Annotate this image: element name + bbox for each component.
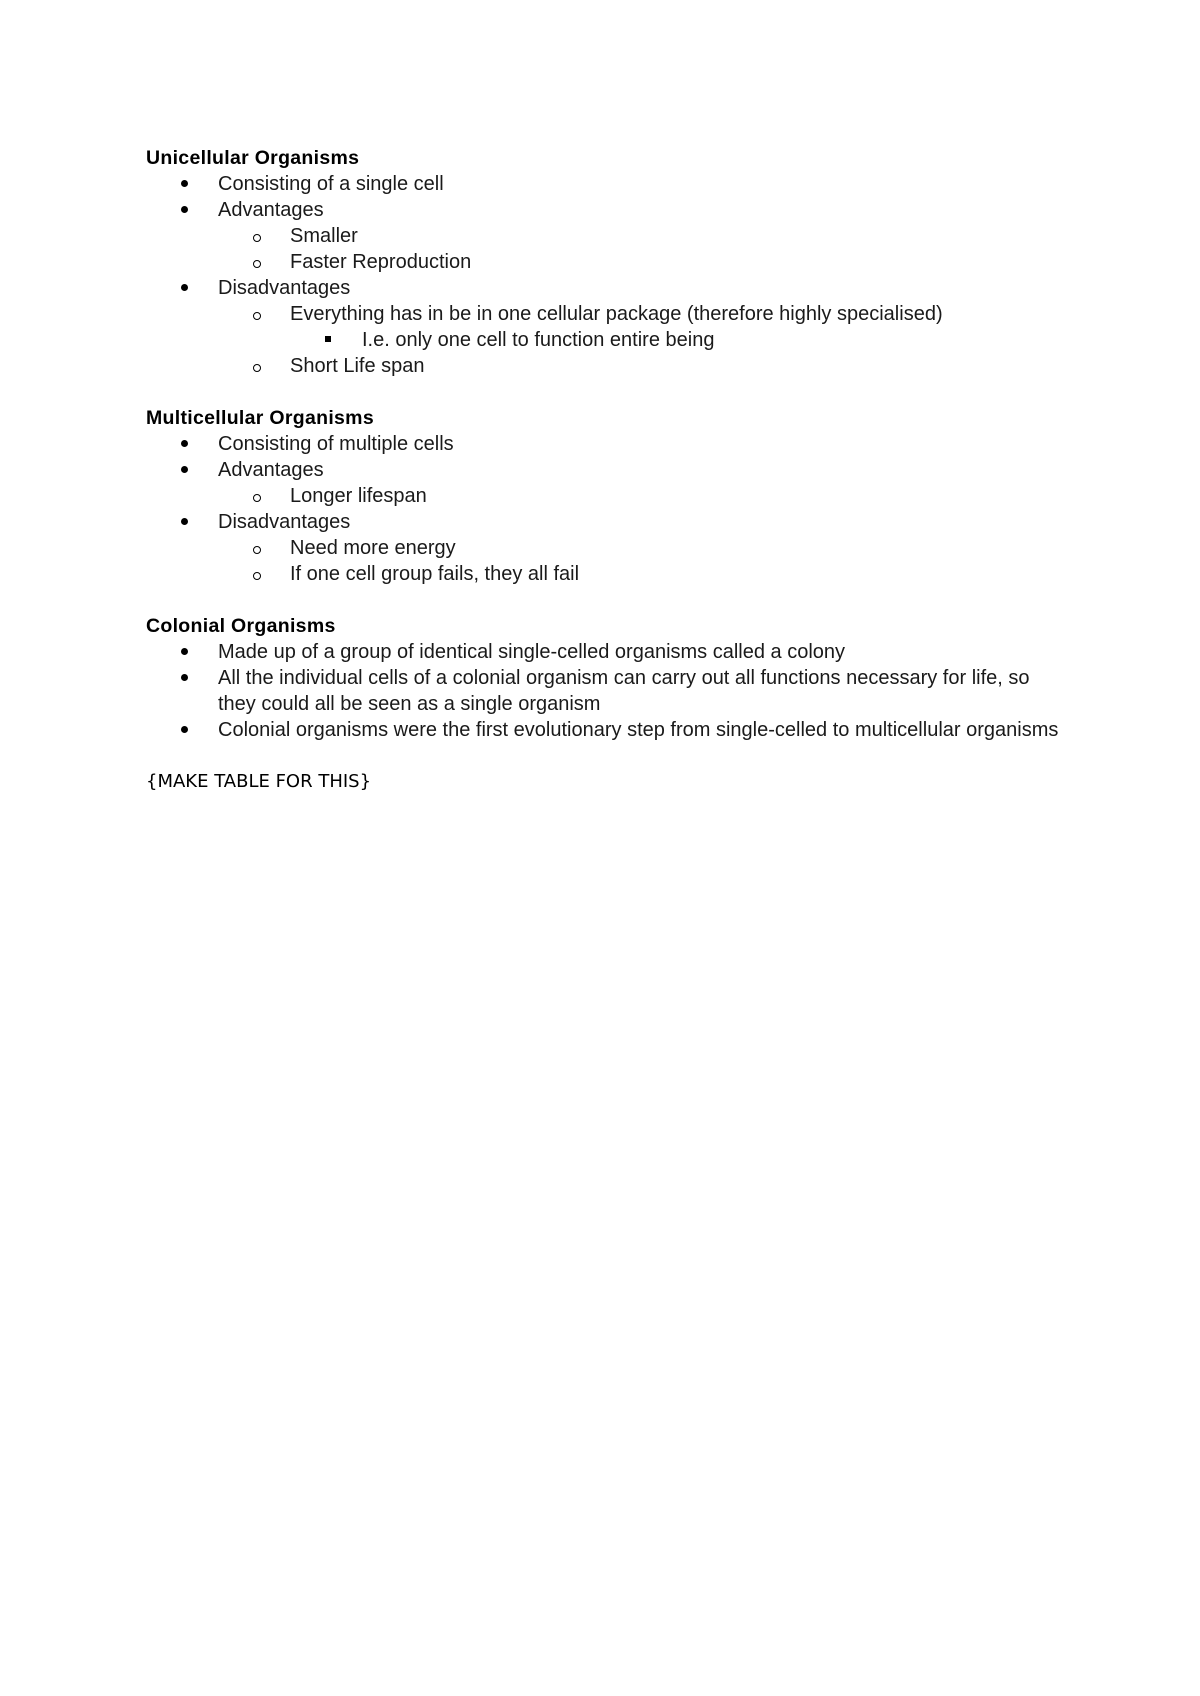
list-item — [146, 197, 1066, 275]
sub-list-item-text: If one cell group fails, they all fail — [290, 563, 580, 585]
sub-list — [218, 535, 1066, 587]
sub-list — [218, 301, 1066, 379]
sub-list-item-text: Longer lifespan — [290, 485, 427, 507]
circle-bullet-icon — [253, 301, 265, 327]
section-heading: Multicellular Organisms — [146, 407, 374, 429]
list-item-text: Consisting of multiple cells — [218, 433, 454, 455]
sub-list — [218, 483, 1066, 509]
list-item — [146, 431, 1066, 457]
bullet-list — [146, 639, 1066, 743]
bullet-icon — [181, 665, 191, 691]
sub-list-item-text: Short Life span — [290, 355, 425, 377]
document-body — [146, 145, 1066, 795]
list-item-text: Colonial organisms were the first evolutionary step from single-celled to multicellular organisms — [218, 719, 1059, 741]
list-item — [146, 457, 1066, 509]
section-colonial — [146, 613, 1066, 743]
sub-list-item-text: Need more energy — [290, 537, 456, 559]
list-item — [146, 717, 1066, 743]
circle-bullet-icon — [253, 483, 265, 509]
list-item-text: All the individual cells of a colonial organism can carry out all functions necessary for life, so they could all be seen as a single organism — [218, 667, 1030, 715]
sub-list-item — [218, 561, 1066, 587]
sub-list-item-text: Everything has in be in one cellular package (therefore highly specialised) — [290, 303, 943, 325]
bullet-list — [146, 171, 1066, 379]
square-bullet-icon — [325, 327, 333, 353]
circle-bullet-icon — [253, 249, 265, 275]
sub-list-item — [218, 353, 1066, 379]
list-item — [146, 639, 1066, 665]
sub-list-item — [218, 535, 1066, 561]
list-item — [146, 665, 1066, 717]
sub-list-item-text: Smaller — [290, 225, 358, 247]
section-unicellular — [146, 145, 1066, 379]
list-item — [146, 275, 1066, 379]
list-item-text: Advantages — [218, 459, 324, 481]
sub-sub-list-item — [290, 327, 1066, 353]
list-item-text: Disadvantages — [218, 277, 351, 299]
bullet-list — [146, 431, 1066, 587]
bullet-icon — [181, 509, 191, 535]
bullet-icon — [181, 457, 191, 483]
sub-list-item-text: Faster Reproduction — [290, 251, 472, 273]
circle-bullet-icon — [253, 535, 265, 561]
list-item-text: Consisting of a single cell — [218, 173, 444, 195]
bullet-icon — [181, 275, 191, 301]
circle-bullet-icon — [253, 223, 265, 249]
sub-list-item — [218, 301, 1066, 353]
sub-sub-list-item-text: I.e. only one cell to function entire being — [362, 329, 715, 351]
list-item — [146, 171, 1066, 197]
sub-sub-list — [290, 327, 1066, 353]
bullet-icon — [181, 639, 191, 665]
list-item-text: Disadvantages — [218, 511, 351, 533]
bullet-icon — [181, 717, 191, 743]
list-item-text: Advantages — [218, 199, 324, 221]
list-item-text: Made up of a group of identical single-celled organisms called a colony — [218, 641, 846, 663]
section-heading: Colonial Organisms — [146, 615, 336, 637]
sub-list-item — [218, 223, 1066, 249]
sub-list — [218, 223, 1066, 275]
circle-bullet-icon — [253, 353, 265, 379]
sub-list-item — [218, 483, 1066, 509]
circle-bullet-icon — [253, 561, 265, 587]
section-heading: Unicellular Organisms — [146, 147, 360, 169]
bullet-icon — [181, 431, 191, 457]
table-note: {MAKE TABLE FOR THIS} — [146, 771, 372, 792]
bullet-icon — [181, 197, 191, 223]
section-multicellular — [146, 405, 1066, 587]
sub-list-item — [218, 249, 1066, 275]
list-item — [146, 509, 1066, 587]
bullet-icon — [181, 171, 191, 197]
